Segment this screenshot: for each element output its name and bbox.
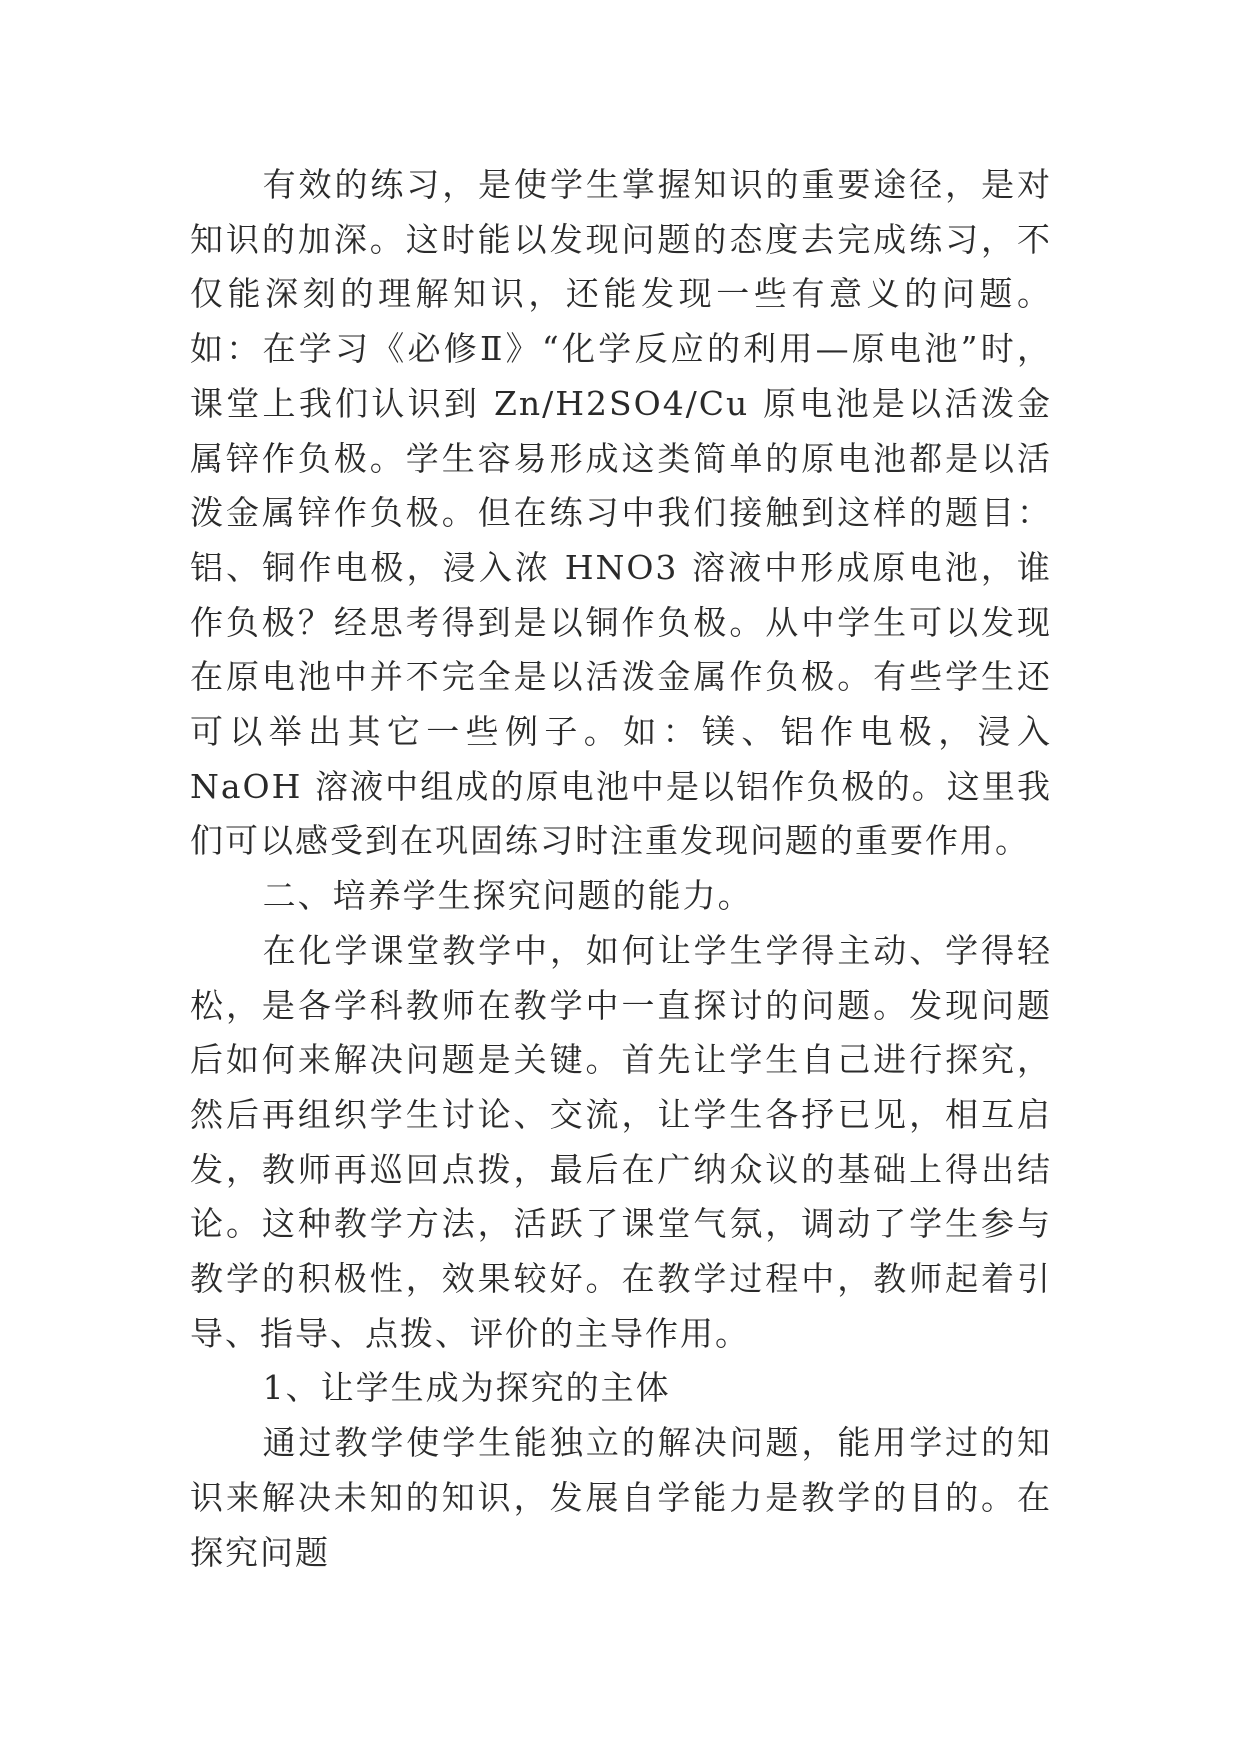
paragraph-independent-solving: 通过教学使学生能独立的解决问题，能用学过的知识来解决未知的知识，发展自学能力是教学的目的。在探究问题 — [190, 1423, 1052, 1572]
paragraph-classroom-teaching: 在化学课堂教学中，如何让学生学得主动、学得轻松，是各学科教师在教学中一直探讨的问题。发现问题后如何来解决问题是关键。首先让学生自己进行探究，然后再组织学生讨论、交流，让学生各抒已见，相互启发，教师再巡回点拨，最后在广纳众议的基础上得出结论。这种教学方法，活跃了课堂气氛，调动了学生参与教学的积极性，效果较好。在教学过程中，教师起着引导、指导、点拨、评价的主导作用。 — [190, 930, 1052, 1353]
document-body — [190, 158, 1052, 1580]
subheading-student-subject: 1、让学生成为探究的主体 — [262, 1368, 671, 1408]
section-heading-inquiry-ability: 二、培养学生探究问题的能力。 — [262, 876, 753, 916]
paragraph-practice: 有效的练习，是使学生掌握知识的重要途径，是对知识的加深。这时能以发现问题的态度去完成练习，不仅能深刻的理解知识，还能发现一些有意义的问题。如：在学习《必修Ⅱ》“化学反应的利用—原电池”时，课堂上我们认识到 Zn/H2SO4/Cu 原电池是以活泼金属锌作负极。学生容易形成这类简单的原电池都是以活泼金属锌作负极。但在练习中我们接触到这样的题目：铝、铜作电极，浸入浓 HNO3 溶液中形成原电池，谁作负极？经思考得到是以铜作负极。从中学生可以发现在原电池中并不完全是以活泼金属作负极。有些学生还可以举出其它一些例子。如：镁、铝作电极，浸入 NaOH 溶液中组成的原电池中是以铝作负极的。这里我们可以感受到在巩固练习时注重发现问题的重要作用。 — [190, 165, 1052, 861]
